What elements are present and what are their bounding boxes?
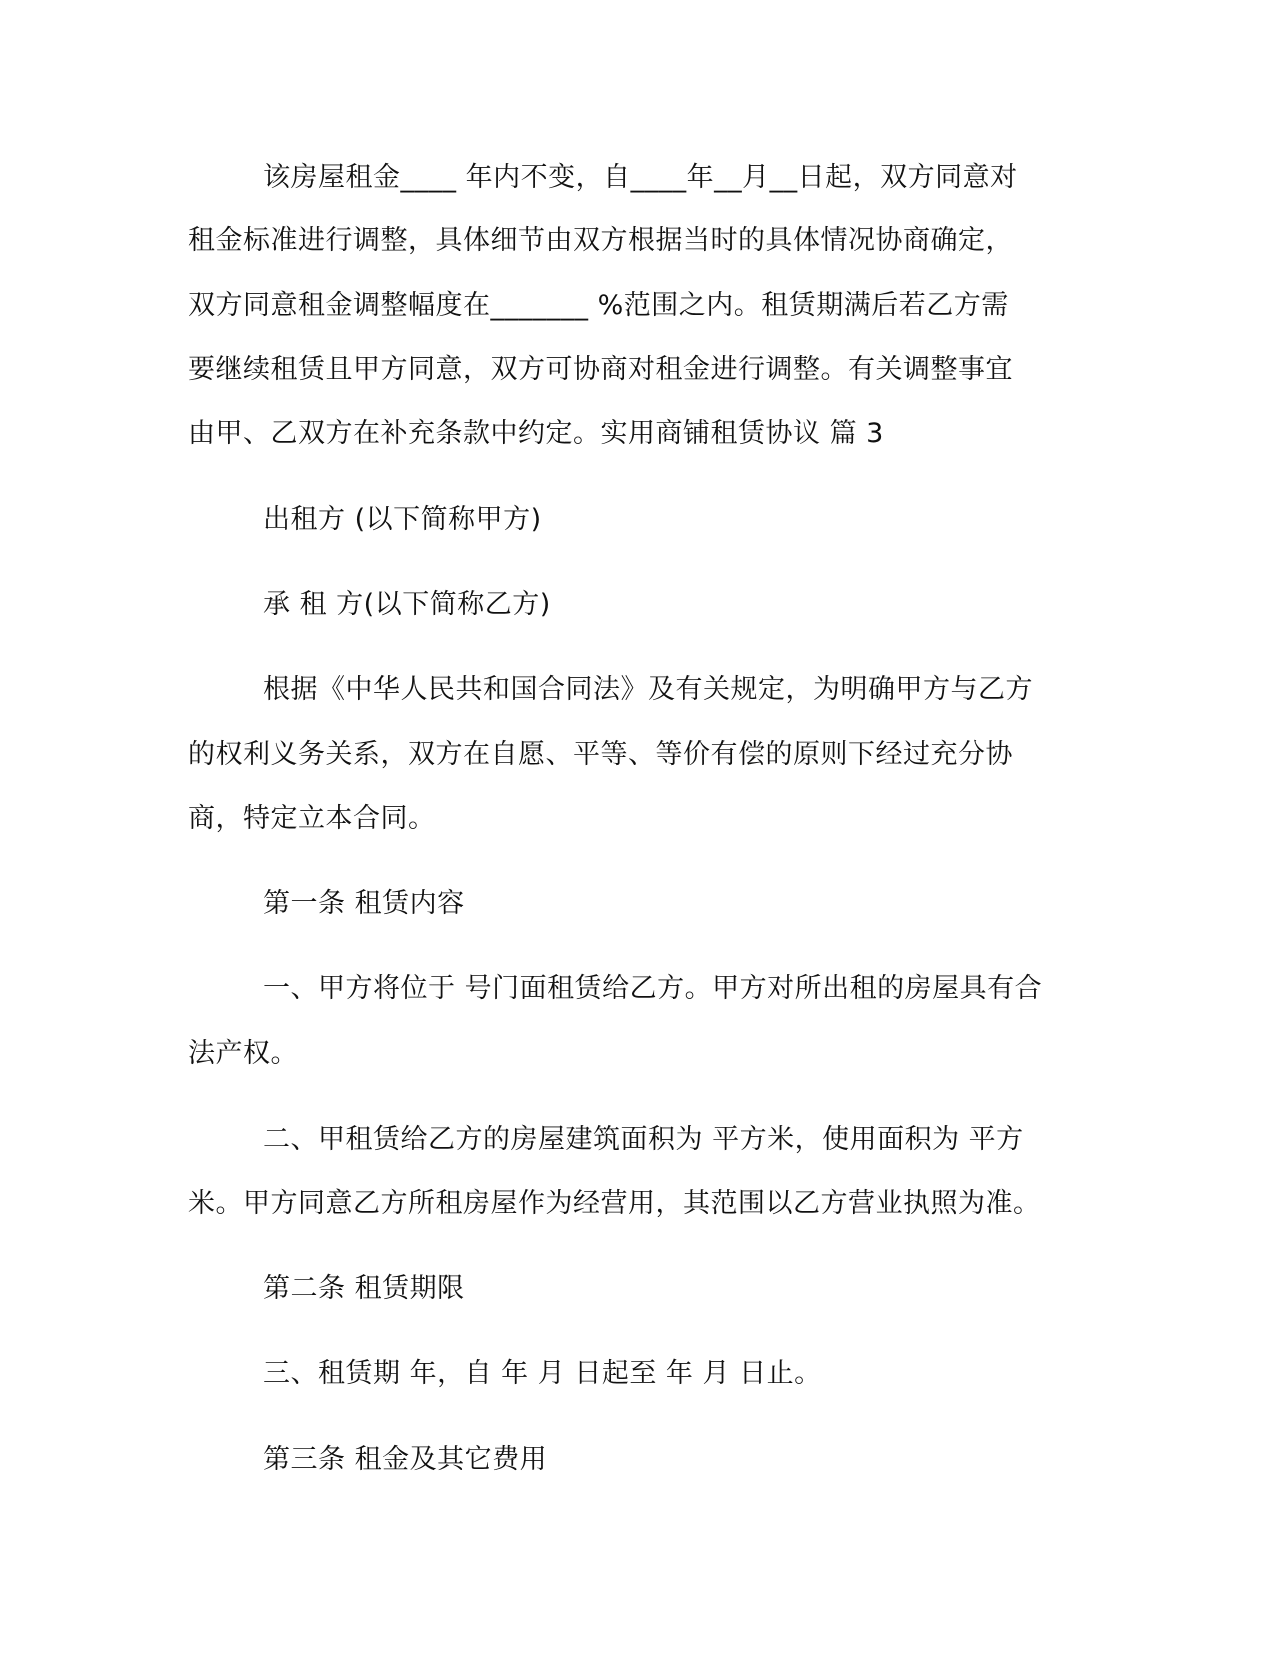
paragraph-line: 的权利义务关系，双方在自愿、平等、等价有偿的原则下经过充分协 bbox=[188, 739, 1013, 770]
section-heading: 第一条 租赁内容 bbox=[263, 888, 465, 919]
paragraph-line: 商，特定立本合同。 bbox=[188, 803, 436, 834]
section-heading: 第三条 租金及其它费用 bbox=[263, 1444, 548, 1475]
paragraph-line: 一、甲方将位于 号门面租赁给乙方。甲方对所出租的房屋具有合 bbox=[263, 973, 1043, 1004]
paragraph-line: 要继续租赁且甲方同意，双方可协商对租金进行调整。有关调整事宜 bbox=[188, 354, 1013, 385]
paragraph-line: 由甲、乙双方在补充条款中约定。实用商铺租赁协议 篇 3 bbox=[188, 418, 884, 449]
paragraph-line: 双方同意租金调整幅度在_______ %范围之内。租赁期满后若乙方需 bbox=[188, 290, 1009, 321]
paragraph-line: 三、租赁期 年，自 年 月 日起至 年 月 日止。 bbox=[263, 1358, 822, 1389]
paragraph-line: 二、甲租赁给乙方的房屋建筑面积为 平方米，使用面积为 平方 bbox=[263, 1124, 1024, 1155]
paragraph-line: 该房屋租金____ 年内不变，自____年__月__日起，双方同意对 bbox=[263, 162, 1018, 193]
paragraph-line: 出租方 (以下简称甲方) bbox=[263, 504, 542, 535]
section-heading: 第二条 租赁期限 bbox=[263, 1273, 465, 1304]
paragraph-line: 米。甲方同意乙方所租房屋作为经营用，其范围以乙方营业执照为准。 bbox=[188, 1188, 1041, 1219]
paragraph-line: 承 租 方(以下简称乙方) bbox=[263, 589, 551, 620]
paragraph-line: 租金标准进行调整，具体细节由双方根据当时的具体情况协商确定， bbox=[188, 225, 1013, 256]
paragraph-line: 根据《中华人民共和国合同法》及有关规定，为明确甲方与乙方 bbox=[263, 674, 1033, 705]
paragraph-line: 法产权。 bbox=[188, 1038, 298, 1069]
